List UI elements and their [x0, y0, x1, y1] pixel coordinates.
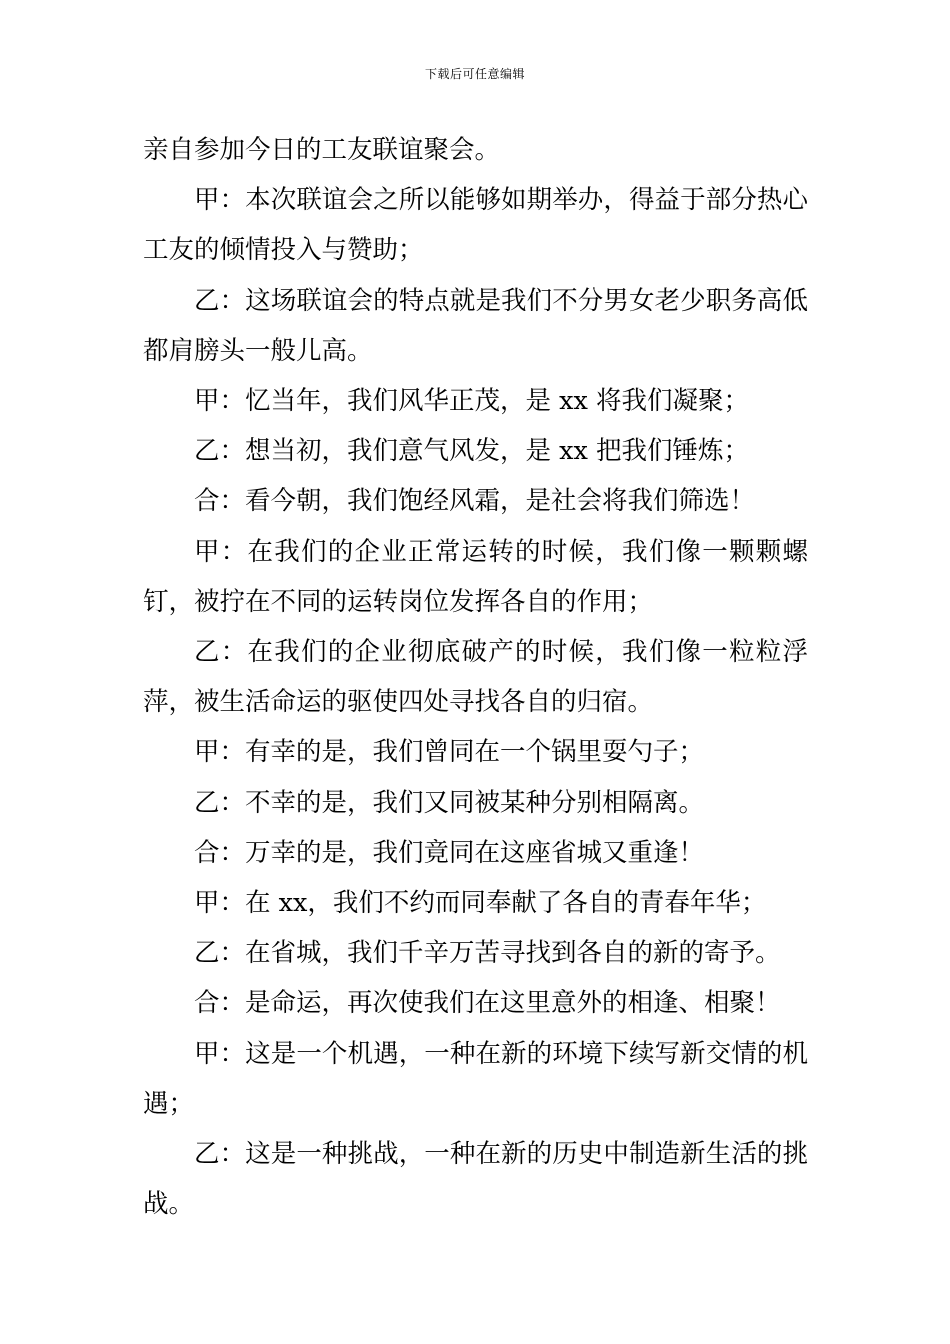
paragraph-12: 甲：在 xx，我们不约而同奉献了各自的青春年华； — [194, 888, 767, 919]
paragraph-13: 乙：在省城，我们千辛万苦寻找到各自的新的寄予。 — [194, 938, 781, 969]
document-body — [143, 125, 808, 1229]
paragraph-9: 甲：有幸的是，我们曾同在一个锅里耍勺子； — [194, 737, 705, 768]
paragraph-3: 乙：这场联谊会的特点就是我们不分男女老少职务高低都肩膀头一般儿高。 — [143, 285, 808, 366]
paragraph-8: 乙：在我们的企业彻底破产的时候，我们像一粒粒浮萍，被生活命运的驱使四处寻找各自的归宿。 — [143, 637, 808, 718]
paragraph-2: 甲：本次联谊会之所以能够如期举办，得益于部分热心工友的倾情投入与赞助； — [143, 185, 808, 266]
paragraph-7: 甲：在我们的企业正常运转的时候，我们像一颗颗螺钉，被拧在不同的运转岗位发挥各自的作用； — [143, 536, 808, 617]
paragraph-14: 合：是命运，再次使我们在这里意外的相逢、相聚！ — [194, 988, 781, 1019]
paragraph-1: 亲自参加今日的工友联谊聚会。 — [143, 135, 501, 165]
paragraph-10: 乙：不幸的是，我们又同被某种分别相隔离。 — [194, 787, 705, 818]
paragraph-5: 乙：想当初，我们意气风发，是 xx 把我们锤炼； — [194, 436, 749, 467]
paragraph-4: 甲：忆当年，我们风华正茂，是 xx 将我们凝聚； — [194, 386, 749, 417]
paragraph-15: 甲：这是一个机遇，一种在新的环境下续写新交情的机遇； — [143, 1038, 808, 1119]
page-header: 下载后可任意编辑 — [424, 67, 525, 81]
paragraph-11: 合：万幸的是，我们竟同在这座省城又重逢！ — [194, 837, 705, 868]
paragraph-6: 合：看今朝，我们饱经风霜，是社会将我们筛选！ — [194, 486, 756, 517]
paragraph-16: 乙：这是一种挑战，一种在新的历史中制造新生活的挑战。 — [143, 1139, 808, 1220]
